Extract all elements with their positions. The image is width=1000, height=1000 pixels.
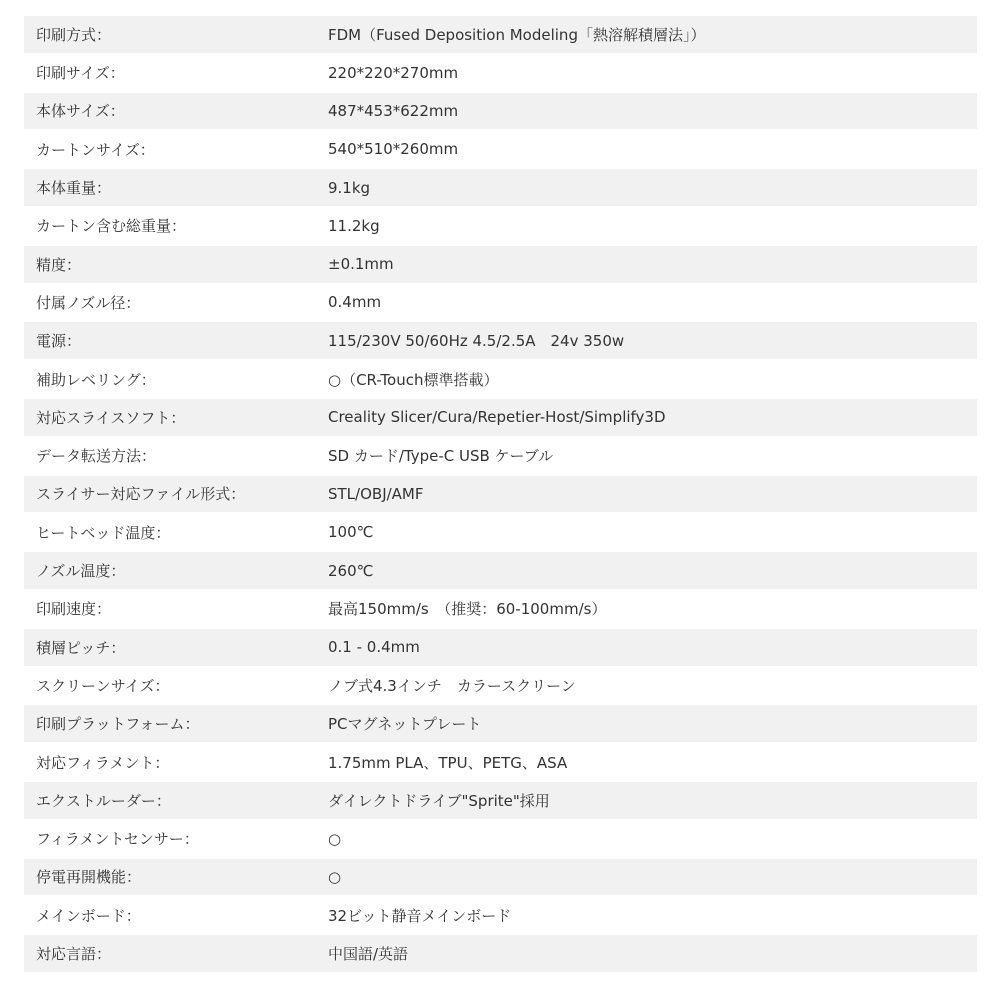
spec-label: 本体サイズ： xyxy=(36,102,125,121)
spec-value: 0.4mm xyxy=(328,293,382,312)
spec-row-power xyxy=(24,322,977,359)
spec-label: スライサー対応ファイル形式： xyxy=(36,485,246,504)
spec-label: 印刷方式： xyxy=(36,25,112,44)
spec-label: スクリーンサイズ： xyxy=(36,676,170,695)
spec-value: ○（CR-Touch標準搭載） xyxy=(328,370,499,389)
spec-row-nozzle-temp xyxy=(24,552,977,589)
spec-row-slicer-software xyxy=(24,399,977,436)
spec-row-carton-size xyxy=(24,131,977,168)
spec-table xyxy=(24,16,977,973)
spec-label: 印刷サイズ： xyxy=(36,64,125,83)
spec-label: 電源： xyxy=(36,332,82,351)
spec-row-file-formats xyxy=(24,476,977,513)
spec-value: STL/OBJ/AMF xyxy=(328,484,424,503)
spec-row-print-size xyxy=(24,54,977,91)
spec-value: ○ xyxy=(328,829,342,848)
spec-row-body-size xyxy=(24,93,977,130)
spec-row-precision xyxy=(24,246,977,283)
spec-label: 停電再開機能： xyxy=(36,868,142,887)
spec-value: 260℃ xyxy=(328,561,374,580)
spec-label: ノズル温度： xyxy=(36,562,126,581)
spec-row-heatbed-temp xyxy=(24,514,977,551)
spec-row-languages xyxy=(24,935,977,972)
spec-row-total-weight xyxy=(24,207,977,244)
spec-value: ダイレクトドライブ"Sprite"採用 xyxy=(328,791,550,810)
spec-label: 付属ノズル径： xyxy=(36,293,141,312)
spec-value: 11.2kg xyxy=(328,216,380,235)
spec-row-body-weight xyxy=(24,169,977,206)
spec-value: PCマグネットプレート xyxy=(328,715,482,734)
spec-value: 32ビット静音メインボード xyxy=(328,906,512,925)
spec-row-mainboard xyxy=(24,897,977,934)
spec-value: 1.75mm PLA、TPU、PETG、ASA xyxy=(328,753,568,772)
spec-label: エクストルーダー： xyxy=(36,791,171,810)
spec-value: ±0.1mm xyxy=(328,255,394,274)
spec-label: ヒートベッド温度： xyxy=(36,523,171,542)
spec-label: 対応スライスソフト： xyxy=(36,408,186,427)
spec-label: 精度： xyxy=(36,255,82,274)
spec-value: 100℃ xyxy=(328,523,374,542)
spec-value: ○ xyxy=(328,867,342,886)
spec-row-data-transfer xyxy=(24,437,977,474)
spec-row-power-resume xyxy=(24,859,977,896)
spec-value: 中国語/英語 xyxy=(328,945,409,964)
spec-row-layer-pitch xyxy=(24,629,977,666)
spec-row-print-platform xyxy=(24,705,977,742)
spec-row-assisted-leveling xyxy=(24,361,977,398)
spec-label: 積層ピッチ： xyxy=(36,638,126,657)
spec-value: 487*453*622mm xyxy=(328,101,459,120)
spec-row-nozzle-diameter xyxy=(24,284,977,321)
spec-row-print-speed xyxy=(24,590,977,627)
spec-label: フィラメントセンサー： xyxy=(36,830,199,849)
spec-label: 印刷プラットフォーム： xyxy=(36,715,200,734)
spec-row-print-method xyxy=(24,16,977,53)
spec-row-screen-size xyxy=(24,667,977,704)
spec-row-filaments xyxy=(24,744,977,781)
spec-label: データ転送方法： xyxy=(36,447,157,466)
spec-value: 9.1kg xyxy=(328,178,371,197)
spec-row-extruder xyxy=(24,782,977,819)
spec-value: Creality Slicer/Cura/Repetier-Host/Simplify3D xyxy=(328,408,666,427)
spec-value: SD カード/Type-C USB ケーブル xyxy=(328,447,554,466)
spec-label: 本体重量： xyxy=(36,179,112,198)
spec-value: 最高150mm/s （推奨：60-100mm/s） xyxy=(328,600,607,619)
spec-row-filament-sensor xyxy=(24,820,977,857)
spec-label: 対応言語： xyxy=(36,945,112,964)
spec-label: メインボード： xyxy=(36,906,141,925)
spec-label: カートン含む総重量： xyxy=(36,217,187,236)
spec-value: 115/230V 50/60Hz 4.5/2.5A 24v 350w xyxy=(328,332,625,351)
spec-value: 0.1 - 0.4mm xyxy=(328,638,420,657)
spec-label: カートンサイズ： xyxy=(36,140,155,159)
spec-value: ノブ式4.3インチ カラースクリーン xyxy=(328,676,576,695)
spec-value: 540*510*260mm xyxy=(328,140,459,159)
spec-value: FDM（Fused Deposition Modeling「熱溶解積層法」） xyxy=(328,25,706,44)
spec-label: 対応フィラメント： xyxy=(36,753,170,772)
spec-label: 印刷速度： xyxy=(36,600,112,619)
spec-label: 補助レベリング： xyxy=(36,370,156,389)
spec-value: 220*220*270mm xyxy=(328,63,459,82)
